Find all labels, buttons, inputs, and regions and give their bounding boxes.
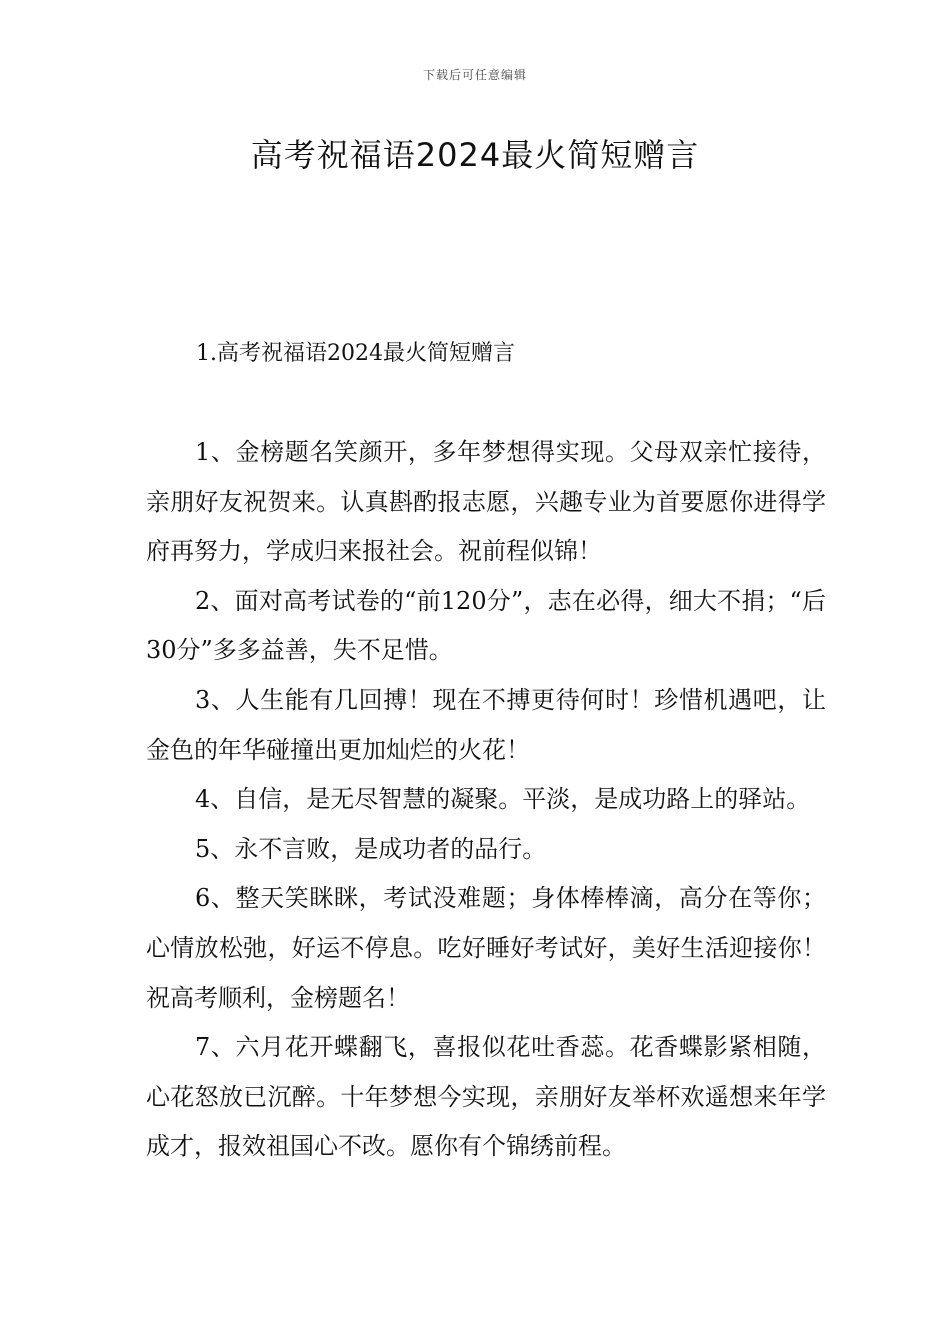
section-heading: 1.高考祝福语2024最火简短赠言 [196, 341, 515, 366]
paragraph-5: 5、永不言败，是成功者的品行。 [195, 834, 547, 863]
paragraph-1: 1、金榜题名笑颜开，多年梦想得实现。父母双亲忙接待，亲朋好友祝贺来。认真斟酌报志愿，兴趣专业为首要愿你进得学府再努力，学成归来报社会。祝前程似锦！ [146, 438, 826, 566]
document-body [146, 428, 826, 1172]
paragraph-3: 3、人生能有几回搏！现在不搏更待何时！珍惜机遇吧，让金色的年华碰撞出更加灿烂的火花！ [146, 685, 826, 764]
paragraph-2: 2、面对高考试卷的“前120分”，志在必得，细大不捐；“后30分”多多益善，失不足惜。 [146, 586, 826, 665]
header-note: 下载后可任意编辑 [422, 68, 527, 82]
paragraph-7: 7、六月花开蝶翻飞，喜报似花吐香蕊。花香蝶影紧相随，心花怒放已沉醉。十年梦想今实现，亲朋好友举杯欢遥想来年学成才，报效祖国心不改。愿你有个锦绣前程。 [146, 1033, 826, 1161]
page-title: 高考祝福语2024最火简短赠言 [250, 136, 700, 174]
paragraph-4: 4、自信，是无尽智慧的凝聚。平淡，是成功路上的驿站。 [195, 785, 811, 814]
paragraph-6: 6、整天笑眯眯，考试没难题；身体棒棒滴，高分在等你；心情放松弛，好运不停息。吃好睡好考试好，美好生活迎接你！祝高考顺利，金榜题名！ [146, 884, 826, 1012]
